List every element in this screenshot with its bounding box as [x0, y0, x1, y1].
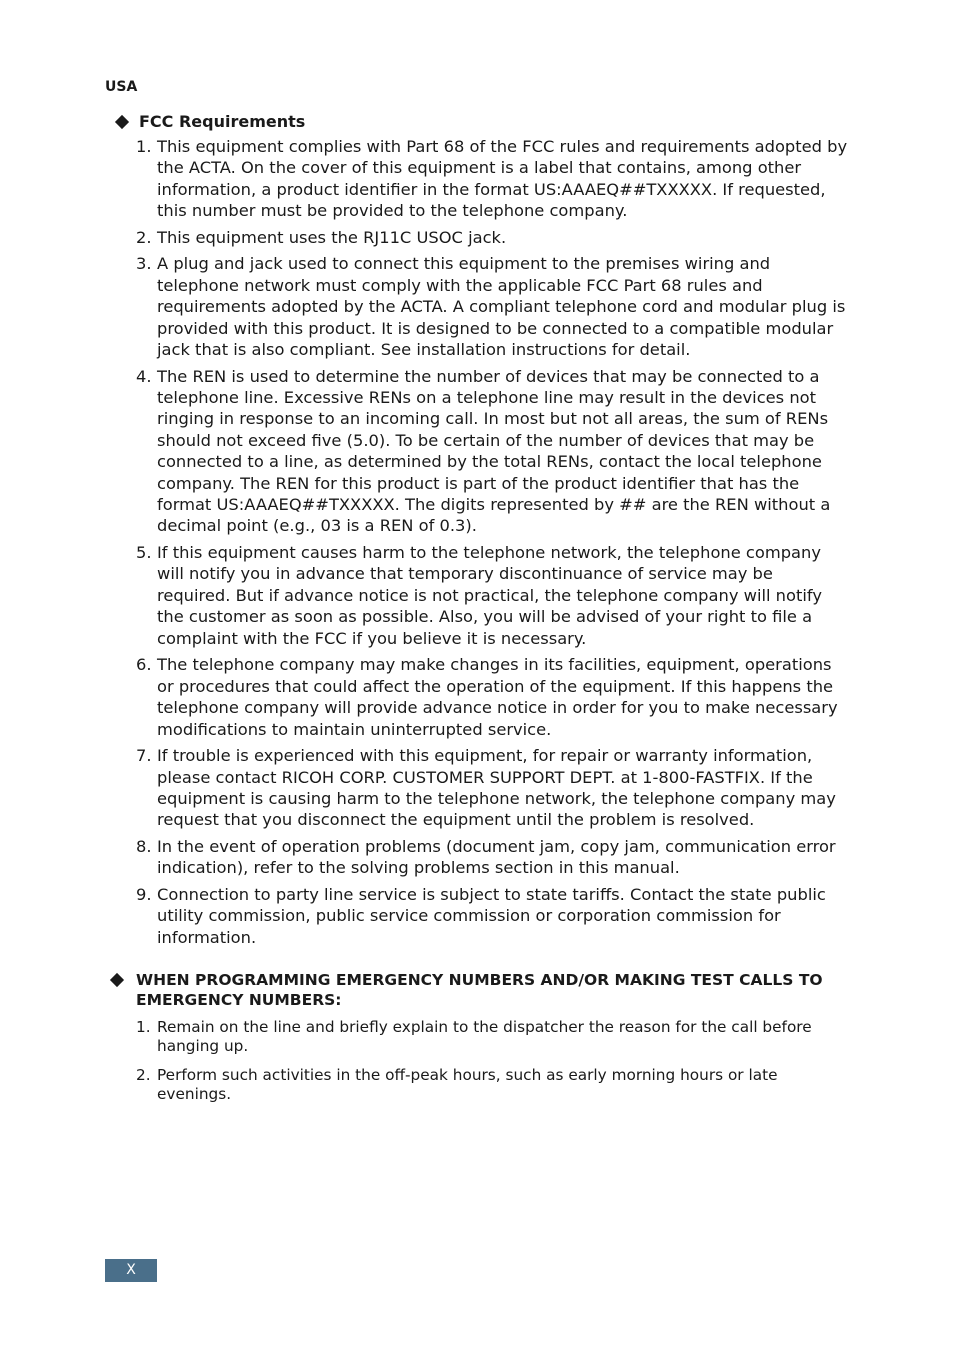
list-item — [105, 136, 850, 222]
list-item — [105, 366, 850, 537]
item-number: 1. — [136, 1018, 151, 1036]
item-number: 9. — [136, 884, 152, 904]
item-text: The telephone company may make changes in its facilities, equipment, operations or procedures that could affect the operation of the equipment. If this happens the telephone company will provide advance notice in order for you to make necessary modifications to maintain uninterrupted service. — [157, 655, 838, 739]
emergency-numbers-section — [105, 970, 850, 1114]
item-text: If this equipment causes harm to the telephone network, the telephone company will notify you in advance that temporary discontinuance of service may be required. But if advance notice is not practical, the telephone company will notify the customer as soon as possible. Also, you will be advised of your right to file a complaint with the FCC if you believe it is necessary. — [157, 543, 822, 648]
country-heading: USA — [105, 79, 138, 95]
item-number: 1. — [136, 137, 152, 156]
item-number: 2. — [136, 227, 152, 247]
item-number: 4. — [136, 366, 152, 386]
list-item — [105, 745, 850, 831]
list-item — [105, 1018, 850, 1056]
item-text: Remain on the line and briefly explain to the dispatcher the reason for the call before hanging up. — [157, 1018, 812, 1055]
fcc-requirements-section — [105, 112, 850, 953]
list-item — [105, 253, 850, 360]
list-item — [105, 1066, 850, 1104]
item-text: This equipment complies with Part 68 of the FCC rules and requirements adopted by the ACTA. On the cover of this equipment is a label that contains, among other information, a product identifier in the format US:AAAEQ##TXXXXX. If requested, this number must be provided to the telephone company. — [157, 137, 848, 221]
list-item — [105, 836, 850, 879]
diamond-bullet-icon — [110, 973, 124, 987]
item-text: This equipment uses the RJ11C USOC jack. — [157, 227, 507, 247]
fcc-section-heading — [105, 112, 850, 132]
item-number: 5. — [136, 543, 152, 563]
item-text: In the event of operation problems (document jam, copy jam, communication error indication), refer to the solving problems section in this manual. — [157, 836, 836, 878]
item-text: The REN is used to determine the number of devices that may be connected to a telephone line. Excessive RENs on a telephone line may result in the devices not ringing in response to an incoming call. In most but not all areas, the sum of RENs should not exceed five (5.0). To be certain of the number of devices that may be connected to a line, as determined by the total RENs, contact the local telephone company. The REN for this product is part of the product identifier that has the format US:AAAEQ##TXXXXX. The digits represented by ## are the REN without a decimal point (e.g., 03 is a REN of 0.3). — [157, 366, 831, 536]
item-text: Perform such activities in the off-peak hours, such as early morning hours or late evenings. — [157, 1066, 778, 1103]
item-text: A plug and jack used to connect this equipment to the premises wiring and telephone network must comply with the applicable FCC Part 68 rules and requirements adopted by the ACTA. A compliant telephone cord and modular plug is provided with this product. It is designed to be connected to a compatible modular jack that is also compliant. See installation instructions for detail. — [157, 254, 846, 360]
diamond-bullet-icon — [115, 115, 129, 129]
emergency-list — [105, 1018, 850, 1104]
fcc-requirements-list — [105, 136, 850, 948]
item-number: 2. — [136, 1066, 151, 1084]
emergency-section-heading — [105, 970, 850, 1010]
item-number: 6. — [136, 655, 152, 675]
item-number: 7. — [136, 746, 152, 766]
list-item — [105, 227, 850, 248]
item-number: 8. — [136, 836, 152, 856]
emergency-section-title: WHEN PROGRAMMING EMERGENCY NUMBERS AND/OR MAKING TEST CALLS TO EMERGENCY NUMBERS: — [136, 971, 823, 1009]
list-item — [105, 542, 850, 649]
item-number: 3. — [136, 254, 152, 274]
list-item — [105, 654, 850, 740]
page-number-badge: X — [105, 1259, 157, 1282]
fcc-section-title: FCC Requirements — [139, 112, 306, 131]
list-item — [105, 884, 850, 948]
item-text: Connection to party line service is subject to state tariffs. Contact the state public utility commission, public service commission or corporation commission for information. — [157, 884, 826, 947]
item-text: If trouble is experienced with this equipment, for repair or warranty information, please contact RICOH CORP. CUSTOMER SUPPORT DEPT. at 1-800-FASTFIX. If the equipment is causing harm to the telephone network, the telephone company may request that you disconnect the equipment until the problem is resolved. — [157, 746, 836, 830]
